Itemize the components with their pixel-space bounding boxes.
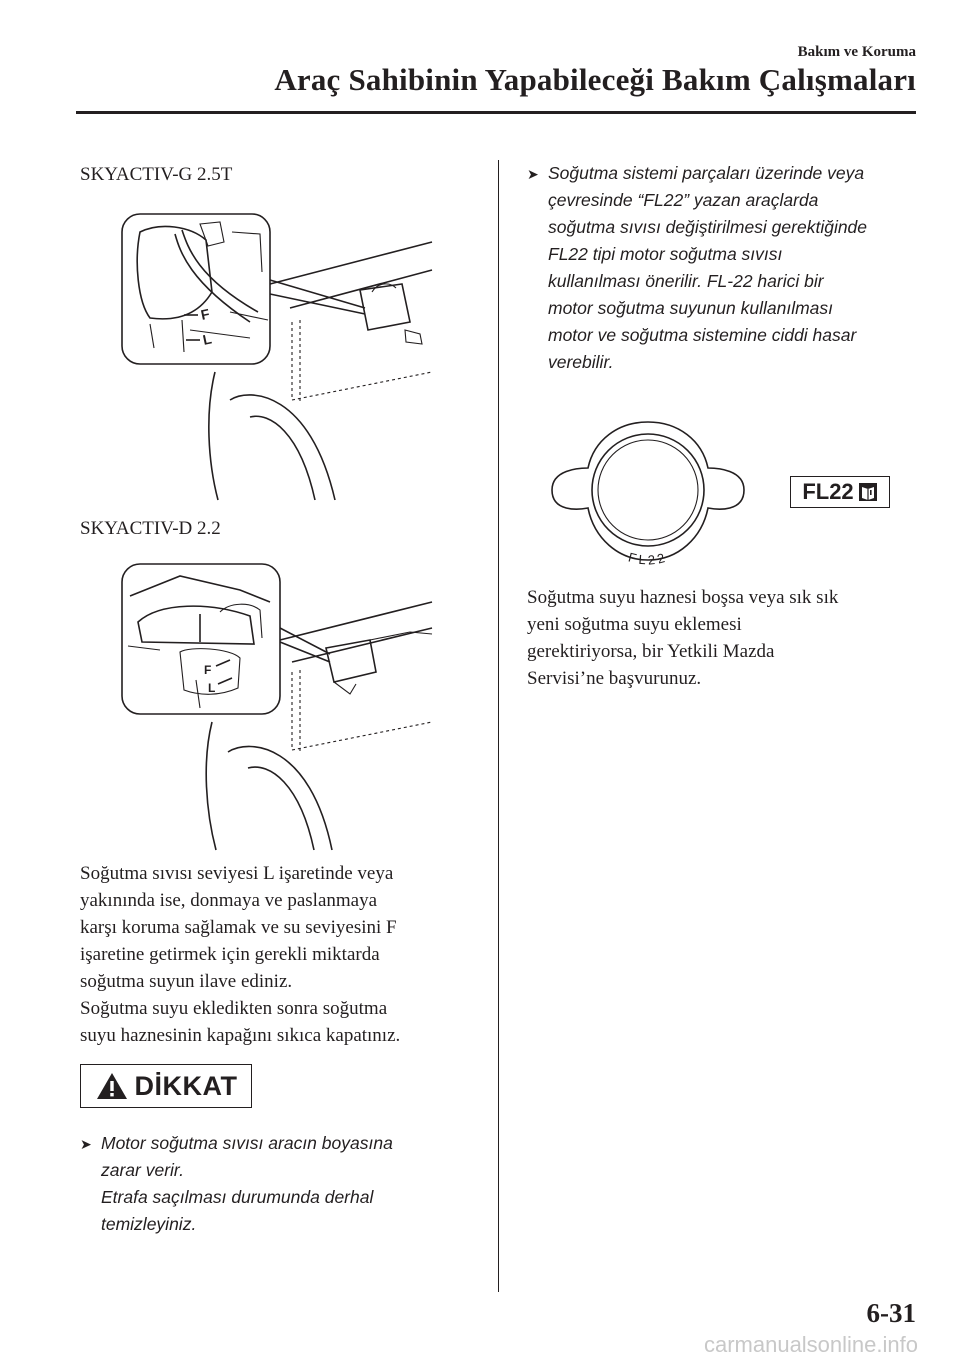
coolant-reservoir-illustration-d — [120, 562, 440, 852]
column-divider — [498, 160, 499, 1292]
warning-list — [80, 1130, 490, 1238]
fl22-badge-label: FL22 — [802, 479, 854, 504]
radiator-cap-illustration — [548, 418, 748, 568]
svg-text:FL22 — [627, 550, 669, 568]
bullet-arrow-icon: ➤ — [80, 1136, 92, 1152]
list-item-line: motor soğutma suyunun kullanılması — [548, 298, 833, 318]
list-item — [80, 1130, 490, 1238]
heading-skyactiv-g: SKYACTIV-G 2.5T — [80, 164, 233, 185]
paragraph-line: gerektiriyorsa, bir Yetkili Mazda — [527, 641, 775, 662]
warning-triangle-icon — [95, 1071, 129, 1101]
paragraph-line: soğutma suyun ilave ediniz. — [80, 971, 293, 992]
full-mark-label-d: F — [204, 663, 212, 677]
warning-label: DİKKAT — [134, 1070, 238, 1101]
list-item-line: FL22 tipi motor soğutma sıvısı — [548, 244, 783, 264]
list-item-line: Motor soğutma sıvısı aracın boyasına — [101, 1133, 393, 1153]
page-title: Araç Sahibinin Yapabileceği Bakım Çalışmaları — [274, 62, 916, 97]
list-item-line: motor ve soğutma sistemine ciddi hasar — [548, 325, 857, 345]
paragraph-line: Soğutma suyu haznesi boşsa veya sık sık — [527, 587, 839, 608]
list-item-line: çevresinde “FL22” yazan araçlarda — [548, 190, 819, 210]
list-item-line: Etrafa saçılması durumunda derhal — [101, 1187, 374, 1207]
list-item-line: verebilir. — [548, 352, 614, 372]
manual-book-icon — [858, 482, 878, 502]
warning-box — [80, 1064, 252, 1108]
full-mark-label: F — [199, 305, 211, 323]
paragraph-line: işaretine getirmek için gerekli miktarda — [80, 944, 380, 965]
list-item-line: kullanılması önerilir. FL-22 harici bir — [548, 271, 824, 291]
watermark: carmanualsonline.info — [703, 1332, 918, 1357]
paragraph-line: Soğutma suyu ekledikten sonra soğutma — [80, 998, 388, 1019]
paragraph-line: karşı koruma sağlamak ve su seviyesini F — [80, 917, 397, 938]
paragraph-service — [527, 584, 927, 692]
list-item-line: Soğutma sistemi parçaları üzerinde veya — [548, 163, 865, 183]
list-item — [527, 160, 927, 376]
heading-skyactiv-d: SKYACTIV-D 2.2 — [80, 518, 221, 539]
paragraph-line: Soğutma sıvısı seviyesi L işaretinde veya — [80, 863, 394, 884]
list-item-line: zarar verir. — [101, 1160, 184, 1180]
list-item-line: soğutma sıvısı değiştirilmesi gerektiğinde — [548, 217, 868, 237]
title-rule — [76, 111, 916, 114]
section-label: Bakım ve Koruma — [797, 44, 916, 60]
list-item-line: temizleyiniz. — [101, 1214, 197, 1234]
paragraph-line: yakınında ise, donmaya ve paslanmaya — [80, 890, 378, 911]
page-number: 6-31 — [866, 1298, 916, 1328]
coolant-reservoir-illustration-g — [120, 212, 440, 502]
paragraph-coolant-level — [80, 860, 480, 1049]
paragraph-line: Servisi’ne başvurunuz. — [527, 668, 702, 689]
paragraph-line: suyu haznesinin kapağını sıkıca kapatınız. — [80, 1025, 401, 1046]
cap-fl22-label: FL22 — [626, 549, 670, 568]
paragraph-line: yeni soğutma suyu eklemesi — [527, 614, 742, 635]
bullet-arrow-icon: ➤ — [527, 166, 539, 182]
low-mark-label-d: L — [208, 681, 216, 695]
fl22-note-list — [527, 160, 927, 376]
fl22-badge — [790, 476, 890, 508]
low-mark-label: L — [201, 330, 213, 348]
